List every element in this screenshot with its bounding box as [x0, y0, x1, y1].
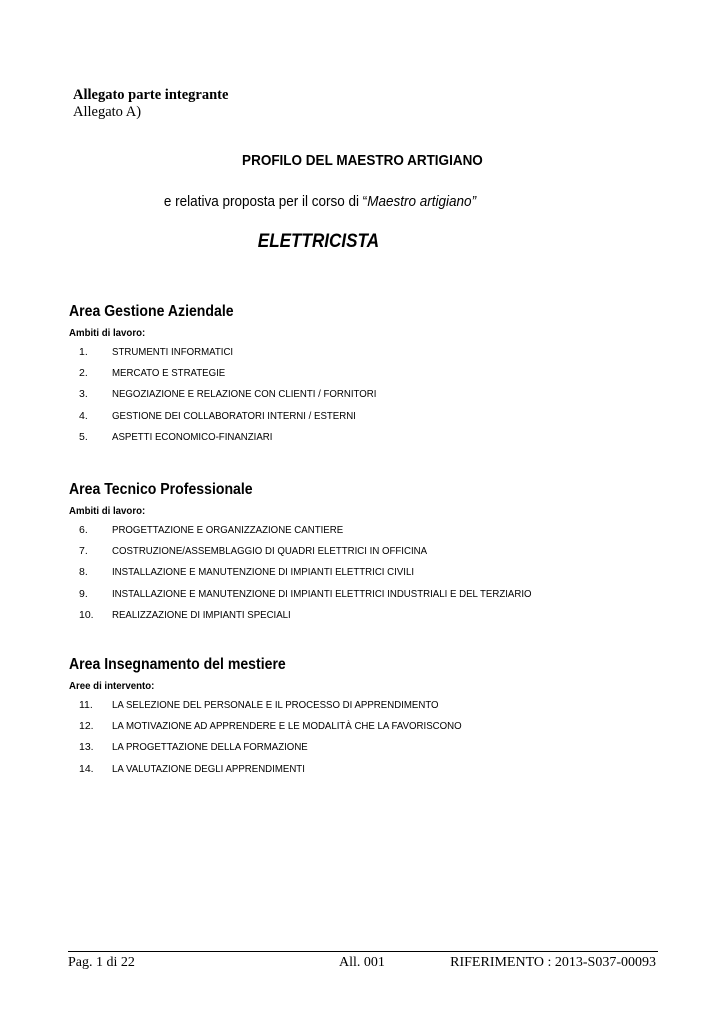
area-item-list	[69, 342, 377, 448]
attachment-number: All. 001	[339, 955, 385, 970]
item-text: LA PROGETTAZIONE DELLA FORMAZIONE	[112, 741, 308, 754]
area-subtitle: Ambiti di lavoro:	[69, 327, 146, 339]
subtitle-course-name: Maestro artigiano”	[367, 193, 477, 210]
list-item	[69, 584, 532, 605]
attachment-label: Allegato A)	[73, 104, 142, 120]
page-title: PROFILO DEL MAESTRO ARTIGIANO	[242, 152, 483, 169]
item-number: 5.	[79, 430, 88, 443]
reference-code: RIFERIMENTO : 2013-S037-00093	[450, 955, 656, 970]
item-number: 1.	[79, 346, 88, 358]
item-text: REALIZZAZIONE DI IMPIANTI SPECIALI	[112, 608, 291, 621]
item-number: 9.	[79, 587, 88, 600]
page-footer	[68, 955, 658, 975]
list-item	[69, 737, 315, 758]
item-text: INSTALLAZIONE E MANUTENZIONE DI IMPIANTI ELETTRICI INDUSTRIALI E DEL TERZIARIO	[112, 587, 532, 600]
list-item	[69, 406, 356, 427]
area-title: Area Gestione Aziendale	[69, 303, 234, 320]
item-number: 14.	[79, 762, 94, 775]
subtitle-prefix: e relativa proposta per il corso di “	[163, 193, 368, 210]
area-item-list	[69, 695, 462, 780]
item-text: LA MOTIVAZIONE AD APPRENDERE E LE MODALITÀ CHE LA FAVORISCONO	[112, 720, 462, 733]
list-item	[69, 562, 415, 583]
attachment-header	[73, 87, 228, 121]
item-number: 11.	[79, 699, 93, 711]
item-number: 2.	[79, 367, 88, 380]
page-number: Pag. 1 di 22	[68, 955, 135, 970]
item-text: ASPETTI ECONOMICO-FINANZIARI	[112, 430, 273, 443]
item-number: 7.	[79, 545, 88, 558]
list-item	[69, 716, 462, 737]
item-text: MERCATO E STRATEGIE	[112, 367, 226, 380]
item-text: PROGETTAZIONE E ORGANIZZAZIONE CANTIERE	[112, 524, 344, 536]
list-item	[69, 384, 377, 405]
item-number: 4.	[79, 409, 88, 422]
list-item	[69, 363, 256, 384]
item-text: LA VALUTAZIONE DEGLI APPRENDIMENTI	[112, 762, 305, 775]
attachment-title: Allegato parte integrante	[73, 87, 229, 103]
item-number: 10.	[79, 608, 94, 621]
area-subtitle: Aree di intervento:	[69, 680, 155, 692]
item-text: GESTIONE DEI COLLABORATORI INTERNI / ESTERNI	[112, 409, 356, 422]
page-subtitle	[32, 193, 608, 210]
item-number: 8.	[79, 566, 88, 579]
item-text: NEGOZIAZIONE E RELAZIONE CON CLIENTI / FORNITORI	[112, 388, 377, 401]
item-text: LA SELEZIONE DEL PERSONALE E IL PROCESSO DI APPRENDIMENTO	[112, 699, 439, 711]
list-item	[69, 695, 439, 716]
footer-divider	[68, 951, 658, 952]
item-number: 12.	[79, 720, 94, 733]
area-title: Area Tecnico Professionale	[69, 481, 253, 498]
area-item-list	[69, 520, 532, 626]
area-gestione-aziendale	[69, 303, 377, 448]
item-number: 13.	[79, 741, 94, 754]
profession-title: ELETTRICISTA	[257, 231, 380, 252]
list-item	[69, 605, 291, 626]
list-item	[69, 541, 428, 562]
list-item	[69, 759, 315, 780]
area-title: Area Insegnamento del mestiere	[69, 656, 286, 673]
item-number: 3.	[79, 388, 88, 401]
list-item	[69, 520, 344, 541]
area-tecnico-professionale	[69, 481, 532, 626]
area-insegnamento-mestiere	[69, 656, 462, 780]
item-number: 6.	[79, 524, 88, 536]
item-text: STRUMENTI INFORMATICI	[112, 346, 234, 358]
area-subtitle: Ambiti di lavoro:	[69, 505, 146, 517]
item-text: COSTRUZIONE/ASSEMBLAGGIO DI QUADRI ELETTRICI IN OFFICINA	[112, 545, 428, 558]
list-item	[69, 427, 273, 448]
list-item	[69, 342, 256, 363]
item-text: INSTALLAZIONE E MANUTENZIONE DI IMPIANTI ELETTRICI CIVILI	[112, 566, 415, 579]
